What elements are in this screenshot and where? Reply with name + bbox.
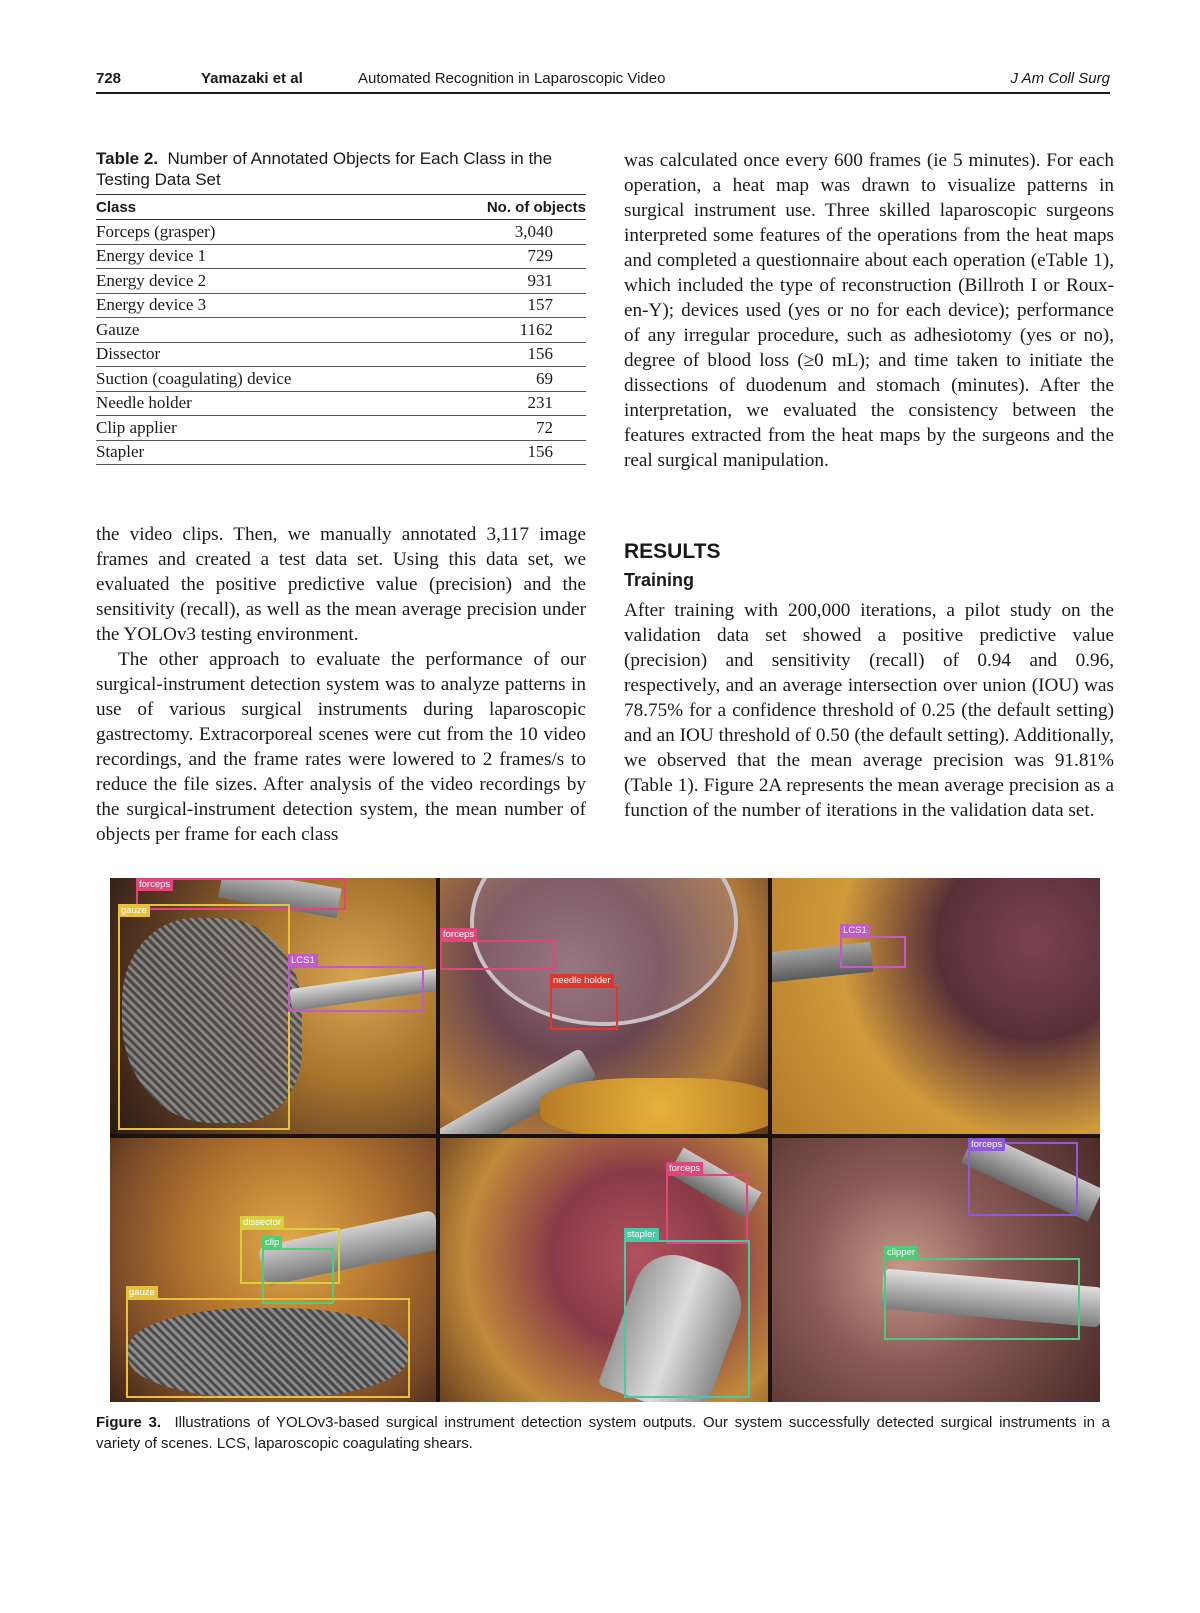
table-row [96,391,586,416]
running-authors: Yamazaki et al [201,70,303,87]
table-cell-count: 157 [421,293,586,318]
detection-label-clipper: clipper [884,1246,918,1259]
detection-label-forceps: forceps [136,878,173,891]
detection-box-lcs1 [288,966,424,1012]
table-cell-class: Energy device 1 [96,244,421,269]
subsection-heading-training: Training [624,570,695,590]
annotated-objects-table [96,194,586,465]
detection-label-dissector: dissector [240,1216,284,1229]
endoscopic-frame [440,1138,768,1402]
table-row [96,318,586,343]
table-row [96,342,586,367]
journal-name: J Am Coll Surg [1010,70,1110,87]
table-row [96,367,586,392]
table-cell-class: Needle holder [96,391,421,416]
figure-caption [96,1412,1110,1454]
endoscopic-frame [772,878,1100,1134]
running-title: Automated Recognition in Laparoscopic Video [358,70,666,87]
table-row [96,269,586,294]
table-caption [96,148,586,190]
paragraph: was calculated once every 600 frames (ie 5 minutes). For each operation, a heat map was drawn to visualize patterns in surgical instrument use. Three skilled laparoscopic surgeons interpreted some features of the operations from the heat maps and completed a questionnaire about each operation (eTable 1), which included the type of reconstruction (Billroth I or Roux-en-Y); devices used (yes or no for each device); performance of any irregular procedure, such as adhesiotomy (yes or no), degree of blood loss (≥0 mL); and time taken to initiate the dissections of duodenum and stomach (minutes). After the interpretation, we evaluated the consistency between the features extracted from the heat maps by the surgeons and the real surgical manipulation. [624,150,1114,471]
table-2 [96,148,586,465]
table-cell-count: 156 [421,342,586,367]
table-cell-count: 72 [421,416,586,441]
figure-3-image-grid [110,878,1100,1402]
detection-label-needle-holder: needle holder [550,974,614,987]
detection-label-lcs1: LCS1 [840,924,870,937]
table-row [96,220,586,245]
table-row [96,440,586,465]
table-label: Table 2. [96,149,159,168]
detection-box-forceps [968,1142,1078,1216]
left-column-text [96,522,586,847]
table-row [96,293,586,318]
detection-box-forceps [440,940,556,970]
detection-label-forceps: forceps [440,928,477,941]
detection-box-forceps [666,1174,748,1244]
table-cell-class: Gauze [96,318,421,343]
detection-box-clipper [884,1258,1080,1340]
table-cell-class: Stapler [96,440,421,465]
running-head [96,66,1110,94]
detection-label-stapler: stapler [624,1228,659,1241]
table-cell-class: Suction (coagulating) device [96,367,421,392]
fat-tissue [540,1078,768,1134]
table-cell-count: 931 [421,269,586,294]
detection-box-needle-holder [550,986,618,1030]
table-cell-count: 69 [421,367,586,392]
figure-caption-text: Illustrations of YOLOv3-based surgical instrument detection system outputs. Our system successfully detected surgical instruments in a variety of scenes. LCS, laparoscopic coagulating shears. [96,1414,1111,1452]
table-row [96,244,586,269]
table-caption-text: Number of Annotated Objects for Each Class in the Testing Data Set [96,149,553,189]
table-cell-class: Energy device 3 [96,293,421,318]
table-cell-count: 729 [421,244,586,269]
table-cell-class: Clip applier [96,416,421,441]
table-cell-count: 156 [421,440,586,465]
right-column-text [624,148,1114,473]
page-number: 728 [96,70,122,87]
detection-box-clip [262,1248,334,1304]
detection-label-lcs1: LCS1 [288,954,318,967]
paragraph: The other approach to evaluate the performance of our surgical-instrument detection system was to analyze patterns in use of various surgical instruments during laparoscopic gastrectomy. Extracorporeal scenes were cut from the 10 video recordings, and the frame rates were lowered to 2 frames/s to reduce the file sizes. After analysis of the video recordings by the surgical-instrument detection system, the mean number of objects per frame for each class [96,649,586,845]
endoscopic-frame [440,878,768,1134]
table-cell-class: Energy device 2 [96,269,421,294]
paragraph: the video clips. Then, we manually annotated 3,117 image frames and created a test data set. Using this data set, we evaluated the positive predictive value (precision) and the sensitivity (recall), as well as the mean average precision under the YOLOv3 testing environment. [96,524,586,645]
detection-label-forceps: forceps [666,1162,703,1175]
detection-label-clip: clip [262,1236,282,1249]
section-heading-results: RESULTS [624,540,721,563]
table-cell-class: Forceps (grasper) [96,220,421,245]
table-header-count: No. of objects [421,195,586,220]
paragraph: After training with 200,000 iterations, a pilot study on the validation data set showed a positive predictive value (precision) and sensitivity (recall) of 0.94 and 0.96, respectively, and an average intersection over union (IOU) was 78.75% for a confidence threshold of 0.25 (the default setting) and an IOU threshold of 0.50 (the default setting). Additionally, we observed that the mean average precision was 91.81% (Table 1). Figure 2A represents the mean average precision as a function of the number of iterations in the validation data set. [624,600,1114,821]
detection-label-forceps: forceps [968,1138,1005,1151]
detection-box-gauze [126,1298,410,1398]
detection-box-lcs1 [840,936,906,968]
detection-box-gauze [118,904,290,1130]
figure-label: Figure 3. [96,1414,162,1431]
detection-label-gauze: gauze [118,904,150,917]
table-row [96,416,586,441]
detection-label-gauze: gauze [126,1286,158,1299]
endoscopic-frame [110,1138,436,1402]
endoscopic-frame [772,1138,1100,1402]
endoscopic-frame [110,878,436,1134]
table-cell-class: Dissector [96,342,421,367]
table-cell-count: 1162 [421,318,586,343]
table-cell-count: 231 [421,391,586,416]
table-header-class: Class [96,195,421,220]
table-cell-count: 3,040 [421,220,586,245]
results-text [624,598,1114,823]
detection-box-stapler [624,1240,750,1398]
